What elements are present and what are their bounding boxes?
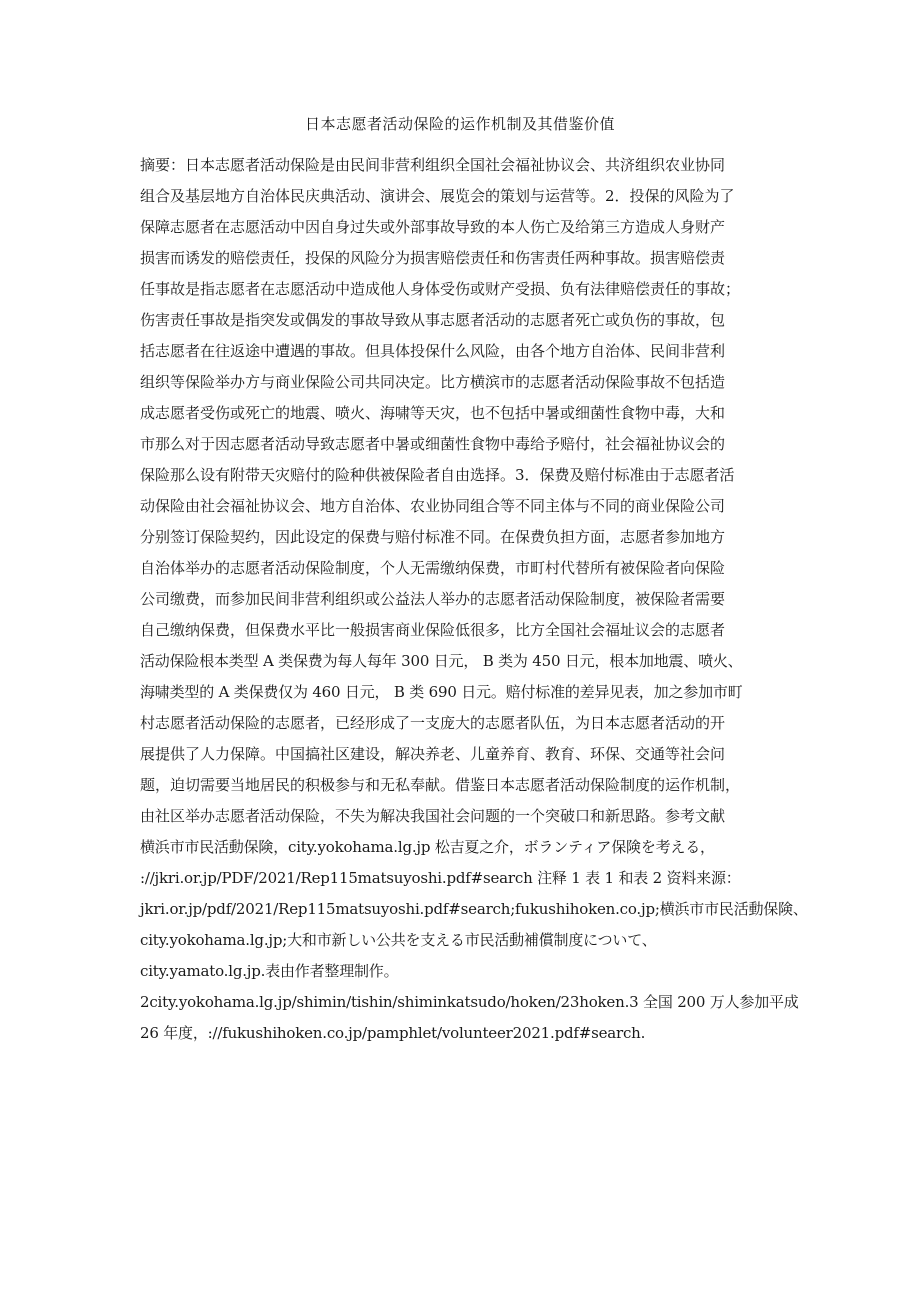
body-line: 分别签订保险契约，因此设定的保费与赔付标准不同。在保费负担方面，志愿者参加地方: [140, 528, 726, 546]
document-body: [140, 150, 808, 1049]
reference-line: jkri.or.jp/pdf/2021/Rep115matsuyoshi.pdf#search;fukushihoken.co.jp;横浜市市民活動保険、: [140, 900, 808, 918]
reference-line: 横浜市市民活動保険，city.yokohama.lg.jp 松吉夏之介，ボランティア保険を考える，: [140, 838, 715, 856]
body-line: 展提供了人力保障。中国搞社区建设，解决养老、儿童养育、教育、环保、交通等社会问: [140, 745, 726, 763]
body-line: 由社区举办志愿者活动保险，不失为解决我国社会问题的一个突破口和新思路。参考文献: [140, 807, 726, 825]
body-line: 自己缴纳保费，但保费水平比一般损害商业保险低很多，比方全国社会福址议会的志愿者: [140, 621, 726, 639]
body-line: 伤害责任事故是指突发或偶发的事故导致从事志愿者活动的志愿者死亡或负伤的事故，包: [140, 311, 726, 329]
body-line: 公司缴费，而参加民间非营利组织或公益法人举办的志愿者活动保险制度，被保险者需要: [140, 590, 726, 608]
body-line: 村志愿者活动保险的志愿者，已经形成了一支庞大的志愿者队伍，为日本志愿者活动的开: [140, 714, 726, 732]
body-line: 组合及基层地方自治体民庆典活动、演讲会、展览会的策划与运营等。2．投保的风险为了: [140, 187, 735, 205]
body-line: 动保险由社会福祉协议会、地方自治体、农业协同组合等不同主体与不同的商业保险公司: [140, 497, 726, 515]
body-line: 市那么对于因志愿者活动导致志愿者中暑或细菌性食物中毒给予赔付，社会福祉协议会的: [140, 435, 726, 453]
body-line: 自治体举办的志愿者活动保险制度，个人无需缴纳保费，市町村代替所有被保险者向保险: [140, 559, 726, 577]
body-line: 活动保险根本类型 A 类保费为每人每年 300 日元， B 类为 450 日元，根本加地震、喷火、: [140, 652, 743, 670]
body-line: 组织等保险举办方与商业保险公司共同决定。比方横滨市的志愿者活动保险事故不包括造: [140, 373, 726, 391]
body-line: 损害而诱发的赔偿责任，投保的风险分为损害赔偿责任和伤害责任两种事故。损害赔偿责: [140, 249, 726, 267]
body-line: 任事故是指志愿者在志愿活动中造成他人身体受伤或财产受损、负有法律赔偿责任的事故；: [140, 280, 741, 298]
reference-line: ://jkri.or.jp/PDF/2021/Rep115matsuyoshi.pdf#search 注释 1 表 1 和表 2 资料来源：: [140, 869, 741, 887]
body-line: 题，迫切需要当地居民的积极参与和无私奉献。借鉴日本志愿者活动保险制度的运作机制，: [140, 776, 741, 794]
body-line: 海啸类型的 A 类保费仅为 460 日元， B 类 690 日元。赔付标准的差异见表，加之参加市町: [140, 683, 743, 701]
reference-line: 2city.yokohama.lg.jp/shimin/tishin/shiminkatsudo/hoken/23hoken.3 全国 200 万人参加平成: [140, 993, 799, 1011]
body-line: 摘要：日本志愿者活动保险是由民间非营利组织全国社会福祉协议会、共济组织农业协同: [140, 156, 726, 174]
reference-line: 26 年度，://fukushihoken.co.jp/pamphlet/volunteer2021.pdf#search.: [140, 1024, 646, 1042]
document-title: 日本志愿者活动保险的运作机制及其借鉴价值: [304, 115, 615, 133]
body-line: 保险那么设有附带天灾赔付的险种供被保险者自由选择。3．保费及赔付标准由于志愿者活: [140, 466, 735, 484]
body-line: 括志愿者在往返途中遭遇的事故。但具体投保什么风险，由各个地方自治体、民间非营利: [140, 342, 726, 360]
body-line: 保障志愿者在志愿活动中因自身过失或外部事故导致的本人伤亡及给第三方造成人身财产: [140, 218, 726, 236]
body-line: 成志愿者受伤或死亡的地震、喷火、海啸等天灾，也不包括中暑或细菌性食物中毒，大和: [140, 404, 726, 422]
reference-line: city.yokohama.lg.jp;大和市新しい公共を支える市民活動補償制度について、: [140, 931, 657, 949]
reference-line: city.yamato.lg.jp.表由作者整理制作。: [140, 962, 399, 980]
